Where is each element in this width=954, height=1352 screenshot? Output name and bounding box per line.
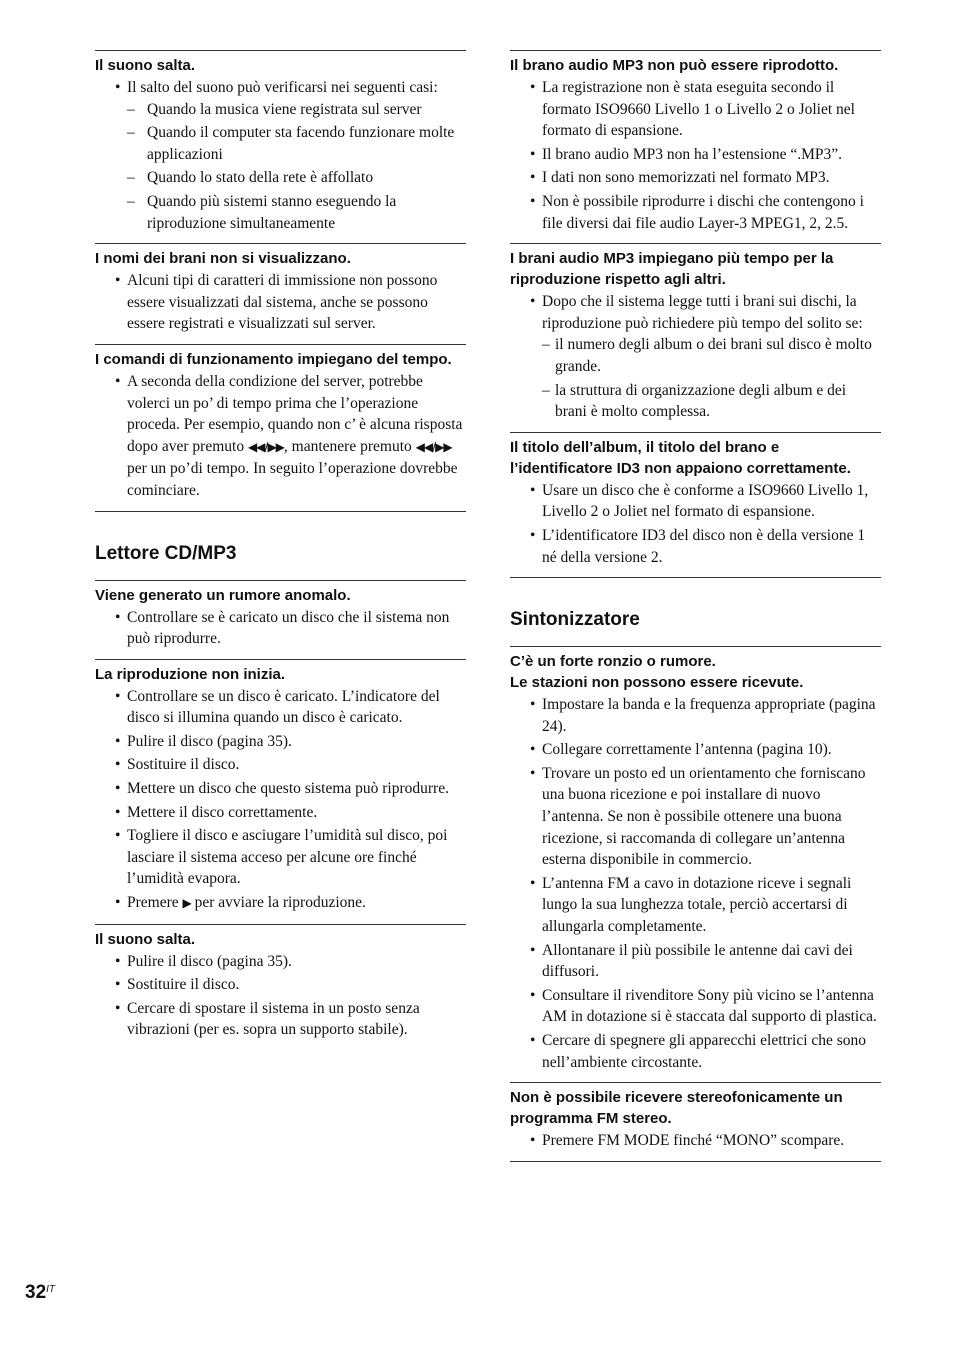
bullet-list (510, 1130, 881, 1152)
bullet-list (510, 77, 881, 234)
bullet-item: • La registrazione non è stata eseguita secondo il formato ISO9660 Livello 1 o Livello 2 o Joliet nel formato di espansione. (510, 77, 881, 142)
bullet-list (95, 951, 466, 1041)
block-title: Il suono salta. (95, 57, 196, 74)
bullet-text: Premere (127, 894, 179, 912)
troubleshoot-block-commands-slow (95, 344, 466, 512)
bullet-item: • Cercare di spegnere gli apparecchi elettrici che sono nell’ambiente circostante. (510, 1030, 881, 1073)
block-title: Viene generato un rumore anomalo. (95, 586, 351, 604)
skip-buttons-icon: ◀◀/▶▶ (247, 439, 284, 454)
block-title: I comandi di funzionamento impiegano del tempo. (95, 350, 452, 368)
skip-buttons-icon: ◀◀/▶▶ (415, 439, 452, 454)
block-title: I brani audio MP3 impiegano più tempo per la riproduzione rispetto agli altri. (510, 250, 834, 289)
bullet-item: • Togliere il disco e asciugare l’umidità sul disco, poi lasciare il sistema acceso per alcune ore finché l’umidità evapora. (95, 825, 466, 890)
sub-list (510, 334, 881, 422)
bullet-list (510, 694, 881, 1073)
bullet-item: • Premere FM MODE finché “MONO” scompare. (510, 1130, 881, 1152)
sub-item: – Quando più sistemi stanno eseguendo la riproduzione simultaneamente (95, 191, 466, 234)
page-number-value: 32 (25, 1282, 47, 1303)
troubleshoot-block-sound-skips-network (95, 50, 466, 243)
section-heading-cd-mp3: Lettore CD/MP3 (95, 542, 237, 564)
bullet-item: • L’antenna FM a cavo in dotazione riceve i segnali lungo la sua lunghezza totale, perciò accertarsi di allungarla completamente. (510, 873, 881, 938)
bullet-list (95, 371, 466, 502)
bullet-item: • Non è possibile riprodurre i dischi che contengono i file diversi dai file audio Layer-3 MPEG1, 2, 2.5. (510, 191, 881, 234)
troubleshoot-block-noise (95, 580, 466, 659)
sub-item: – la struttura di organizzazione degli album e dei brani è molto complessa. (510, 380, 881, 423)
sub-item: – Quando il computer sta facendo funzionare molte applicazioni (95, 122, 466, 165)
bullet-item: • Pulire il disco (pagina 35). (95, 731, 466, 753)
bullet-list (95, 77, 466, 234)
bullet-item: • Il brano audio MP3 non ha l’estensione “.MP3”. (510, 144, 881, 166)
bullet-text: per un po’di tempo. In seguito l’operazione dovrebbe cominciare. (127, 460, 458, 499)
bullet-list (95, 686, 466, 915)
bullet-item: • Usare un disco che è conforme a ISO9660 Livello 1, Livello 2 o Joliet nel formato di espansione. (510, 480, 881, 523)
play-button-icon: ▶ (182, 896, 191, 911)
bullet-list (95, 270, 466, 335)
bullet-list (95, 607, 466, 650)
bullet-text: , mantenere premuto (283, 437, 412, 455)
bullet-item: • Allontanare il più possibile le antenne dai cavi dei diffusori. (510, 940, 881, 983)
bullet-item: • Controllare se è caricato un disco che il sistema non può riprodurre. (95, 607, 466, 650)
bullet-item: • L’identificatore ID3 del disco non è della versione 1 né della versione 2. (510, 525, 881, 568)
block-title: Il brano audio MP3 non può essere riprodotto. (510, 57, 839, 74)
troubleshoot-block-id3 (510, 432, 881, 578)
sub-item: – Quando la musica viene registrata sul server (95, 99, 466, 121)
left-column (95, 50, 466, 1050)
page-language-suffix: IT (46, 1284, 56, 1295)
bullet-text: A seconda della condizione del server, potrebbe volerci un po’ di tempo prima che l’operazione proceda. Per esempio, quando non c’ è alcuna risposta dopo aver premuto (127, 372, 463, 455)
troubleshoot-block-hum-noise (510, 646, 881, 1082)
bullet-item (95, 371, 466, 502)
block-title-line: Le stazioni non possono essere ricevute. (510, 674, 804, 692)
bullet-item: • Alcuni tipi di caratteri di immissione non possono essere visualizzati dal sistema, anche se possono essere registrati e visualizzati sul server. (95, 270, 466, 335)
troubleshoot-block-mp3-slow (510, 243, 881, 432)
block-title: Il titolo dell’album, il titolo del brano e l’identificatore ID3 non appaiono correttamente. (510, 438, 851, 477)
sub-list (95, 99, 466, 235)
bullet-list (510, 480, 881, 568)
block-title: I nomi dei brani non si visualizzano. (95, 250, 351, 268)
bullet-item: • Mettere un disco che questo sistema può riprodurre. (95, 778, 466, 800)
troubleshoot-block-track-names (95, 243, 466, 344)
troubleshoot-block-fm-stereo (510, 1082, 881, 1162)
bullet-item (510, 291, 881, 423)
troubleshoot-block-sound-skips-disc (95, 924, 466, 1050)
bullet-list (510, 291, 881, 423)
block-title: Non è possibile ricevere stereofonicamente un programma FM stereo. (510, 1089, 843, 1128)
block-title (510, 651, 881, 693)
bullet-text: Dopo che il sistema legge tutti i brani sui dischi, la riproduzione può richiedere più tempo del solito se: (542, 293, 863, 332)
section-heading-tuner: Sintonizzatore (510, 609, 640, 631)
bullet-item: • Mettere il disco correttamente. (95, 802, 466, 824)
bullet-item: • Cercare di spostare il sistema in un posto senza vibrazioni (per es. sopra un supporto stabile). (95, 998, 466, 1041)
block-title: La riproduzione non inizia. (95, 665, 285, 683)
bullet-item: • Impostare la banda e la frequenza appropriate (pagina 24). (510, 694, 881, 737)
bullet-text: Il salto del suono può verificarsi nei seguenti casi: (127, 79, 438, 96)
page-number (25, 1282, 55, 1304)
troubleshoot-block-playback-not-start (95, 659, 466, 924)
bullet-item (95, 892, 466, 915)
right-column (510, 50, 881, 1162)
sub-item: – il numero degli album o dei brani sul disco è molto grande. (510, 334, 881, 377)
block-title-line: C’è un forte ronzio o rumore. (510, 653, 716, 671)
bullet-item: • Sostituire il disco. (95, 974, 466, 996)
bullet-text: per avviare la riproduzione. (194, 894, 366, 912)
bullet-item: • Trovare un posto ed un orientamento che forniscano una buona ricezione e poi installare di nuovo l’antenna. Se non è possibile ottenere una buona ricezione, si raccomanda di collegare un’antenna esterna disponibile in commercio. (510, 763, 881, 871)
bullet-item: • I dati non sono memorizzati nel formato MP3. (510, 167, 881, 189)
block-title: Il suono salta. (95, 930, 196, 948)
bullet-item: • Sostituire il disco. (95, 754, 466, 776)
bullet-item: • Pulire il disco (pagina 35). (95, 951, 466, 973)
bullet-item (95, 77, 466, 234)
sub-item: – Quando lo stato della rete è affollato (95, 167, 466, 189)
bullet-item: • Consultare il rivenditore Sony più vicino se l’antenna AM in dotazione si è staccata dal supporto di plastica. (510, 985, 881, 1028)
bullet-item: • Controllare se un disco è caricato. L’indicatore del disco si illumina quando un disco è caricato. (95, 686, 466, 729)
troubleshoot-block-mp3-not-playable (510, 50, 881, 243)
bullet-item: • Collegare correttamente l’antenna (pagina 10). (510, 739, 881, 761)
